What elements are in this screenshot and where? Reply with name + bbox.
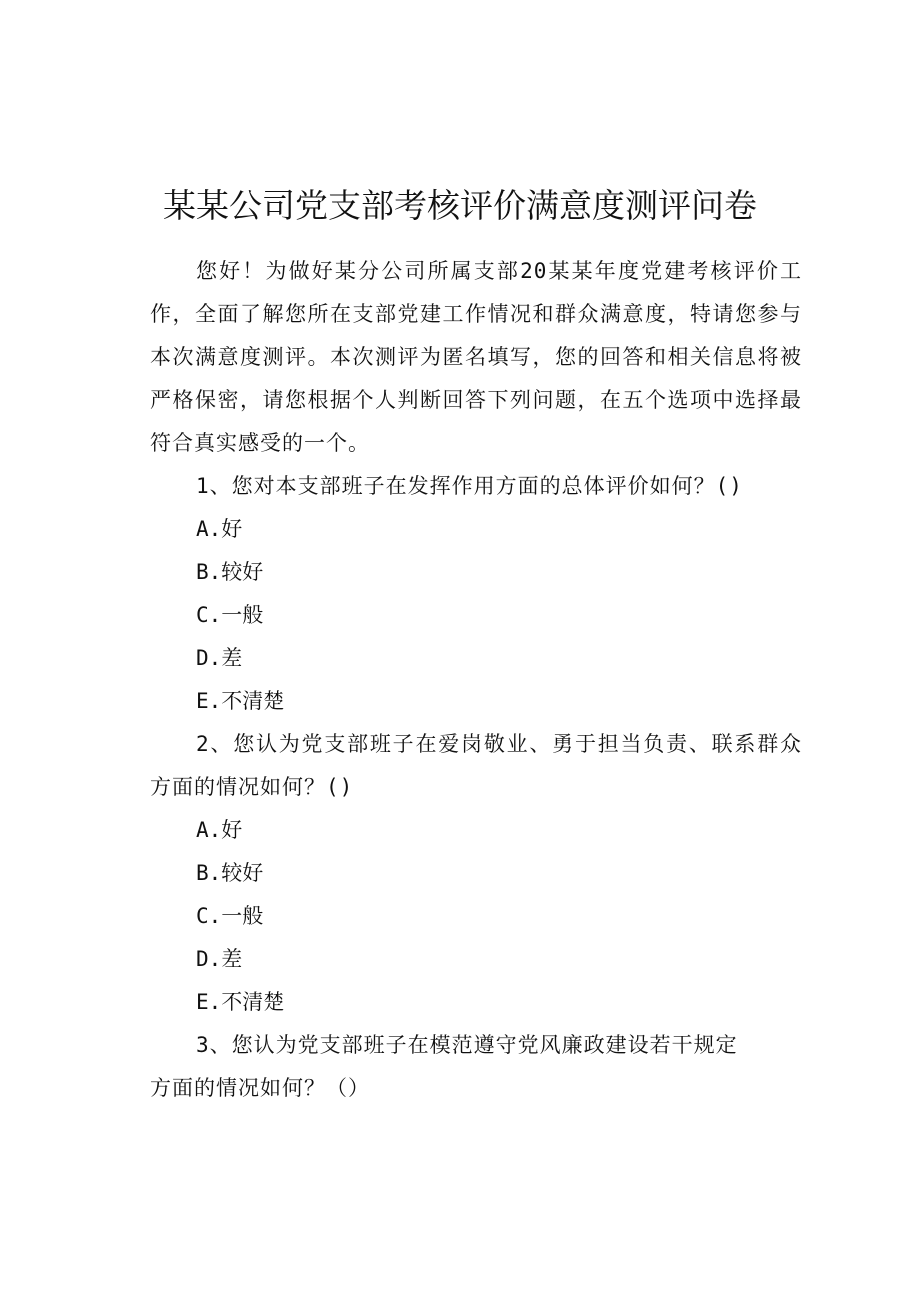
option-c: C.一般 bbox=[196, 603, 264, 627]
option-a: A.好 bbox=[196, 818, 243, 842]
question-text-line-1: 3、您认为党支部班子在模范遵守党风廉政建设若干规定 bbox=[196, 1033, 738, 1057]
option-a: A.好 bbox=[196, 517, 243, 541]
question-3 bbox=[150, 1024, 802, 1110]
question-text: 1、您对本支部班子在发挥作用方面的总体评价如何？() bbox=[196, 474, 743, 498]
option-list bbox=[150, 809, 802, 1024]
question-text: 2、您认为党支部班子在爱岗敬业、勇于担当负责、联系群众方面的情况如何？() bbox=[150, 732, 802, 799]
option-c: C.一般 bbox=[196, 904, 264, 928]
document-title: 某某公司党支部考核评价满意度测评问卷 bbox=[163, 186, 757, 226]
question-text-line-2: 方面的情况如何？（） bbox=[150, 1076, 370, 1100]
option-d: D.差 bbox=[196, 947, 243, 971]
option-e: E.不清楚 bbox=[196, 689, 285, 713]
option-b: B.较好 bbox=[196, 560, 264, 584]
option-e: E.不清楚 bbox=[196, 990, 285, 1014]
option-b: B.较好 bbox=[196, 861, 264, 885]
document-body bbox=[150, 250, 802, 1110]
intro-paragraph: 您好！为做好某分公司所属支部20某某年度党建考核评价工作，全面了解您所在支部党建工作情况和群众满意度，特请您参与本次满意度测评。本次测评为匿名填写，您的回答和相关信息将被严格保密，请您根据个人判断回答下列问题，在五个选项中选择最符合真实感受的一个。 bbox=[150, 259, 802, 455]
question-2 bbox=[150, 723, 802, 1024]
option-d: D.差 bbox=[196, 646, 243, 670]
option-list bbox=[150, 508, 802, 723]
question-1 bbox=[150, 465, 802, 723]
